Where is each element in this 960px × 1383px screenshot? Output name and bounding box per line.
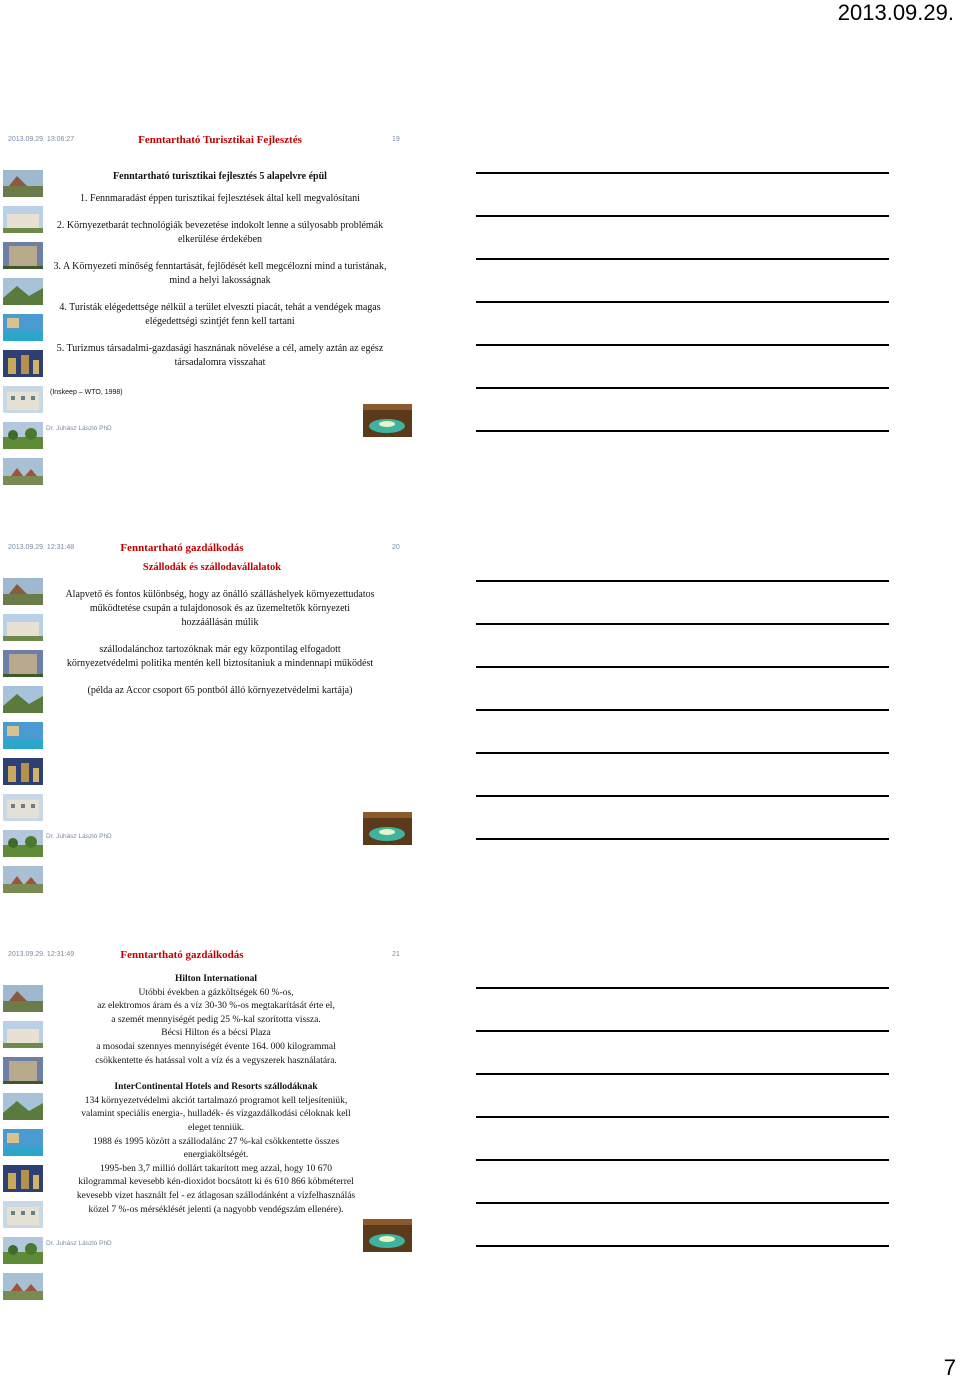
note-line — [476, 1202, 889, 1204]
photo-strip — [3, 170, 43, 494]
city-photo-icon — [3, 1165, 43, 1192]
castle-photo-icon — [3, 614, 43, 641]
facade-photo-icon — [3, 1201, 43, 1228]
note-line — [476, 795, 889, 797]
spa-logo-icon — [363, 812, 412, 845]
village-photo-icon — [3, 458, 43, 485]
notes-lines-3 — [476, 987, 889, 1288]
list-item: 2. Környezetbarát technológiák bevezetése indokolt lenne a súlyosabb problémák elkerülése érdekében — [56, 220, 384, 245]
note-line — [476, 580, 889, 582]
hotel-photo-icon — [3, 242, 43, 269]
slide-author: Dr. Juhász László PhD — [46, 833, 112, 840]
slide-timestamp: 2013.09.29. 12:31:48 — [8, 544, 75, 551]
note-line — [476, 752, 889, 754]
park-photo-icon — [3, 830, 43, 857]
hotel-photo-icon — [3, 650, 43, 677]
note-line — [476, 1245, 889, 1247]
spa-logo-icon — [363, 404, 412, 437]
landscape-photo-icon — [3, 1093, 43, 1120]
list-item: 4. Turisták elégedettsége nélkül a terület elveszti piacát, tehát a vendégek magas elégedettségi szintjét fenn kell tartani — [59, 302, 381, 327]
facade-photo-icon — [3, 386, 43, 413]
slide-author: Dr. Juhász László PhD — [46, 425, 112, 432]
slide-timestamp: 2013.09.29. 12:31:49 — [8, 951, 75, 958]
citation: (Inskeep – WTO, 1998) — [50, 389, 123, 396]
list-item: 3. A Környezeti minőség fenntartását, fejlődését kell megcélozni mind a turistának, mind a helyi lakosságnak — [53, 261, 387, 286]
hotel-photo-icon — [3, 1057, 43, 1084]
photo-strip — [3, 985, 43, 1309]
spa-logo-icon — [363, 1219, 412, 1252]
slide-subtitle: Szállodák és szállodavállalatok — [142, 562, 282, 573]
photo-strip — [3, 578, 43, 902]
note-line — [476, 258, 889, 260]
note-line — [476, 430, 889, 432]
note-line — [476, 215, 889, 217]
text-line: kevesebb vizet használt fel - ez átlagosan szállodánként a vízfelhasználás — [76, 1190, 356, 1201]
note-line — [476, 344, 889, 346]
landscape-photo-icon — [3, 278, 43, 305]
note-line — [476, 666, 889, 668]
paragraph: szállodalánchoz tartozóknak már egy központilag elfogadott környezetvédelmi politika mentén kell biztosítaniuk a mindennapi működést — [66, 644, 374, 669]
slide-body — [50, 170, 390, 383]
note-line — [476, 172, 889, 174]
slide-heading: Fenntartható turisztikai fejlesztés 5 alapelvre épül — [113, 171, 327, 182]
text-line: eleget tenniük. — [188, 1122, 244, 1133]
slide-body — [64, 588, 376, 698]
note-line — [476, 301, 889, 303]
village-photo-icon — [3, 866, 43, 893]
text-line: az elektromos áram és a víz 30-30 %-os megtakarítását érte el, — [97, 1001, 335, 1012]
paragraph: Alapvető és fontos különbség, hogy az önálló szálláshelyek környezettudatos működtetése csupán a tulajdonosok és az üzemeltetők környezeti hozzáállásán múlik — [65, 589, 375, 628]
text-line: kilogrammal kevesebb kén-dioxidot bocsátott ki és 610 866 köbméterrel — [78, 1177, 354, 1188]
pool-photo-icon — [3, 722, 43, 749]
text-line: 134 környezetvédelmi akciót tartalmazó programot kell teljesíteniük, — [84, 1095, 348, 1106]
text-line: csökkentette és hatással volt a víz és a vegyszerek használatára. — [95, 1055, 337, 1066]
pool-photo-icon — [3, 314, 43, 341]
slide-author: Dr. Juhász László PhD — [46, 1240, 112, 1247]
slide-21 — [0, 951, 420, 1281]
text-line: a szemét mennyiségét pedig 25 %-kal szorította vissza. — [111, 1014, 321, 1025]
castle-photo-icon — [3, 206, 43, 233]
park-photo-icon — [3, 1237, 43, 1264]
village-photo-icon — [3, 1273, 43, 1300]
list-item: 1. Fennmaradást éppen turisztikai fejlesztések által kell megvalósítani — [80, 193, 360, 204]
note-line — [476, 1116, 889, 1118]
slide-number: 21 — [392, 951, 400, 958]
slide-20 — [0, 544, 420, 874]
page-number: 7 — [943, 1355, 956, 1380]
castle-photo-icon — [3, 1021, 43, 1048]
slide-timestamp: 2013.09.29. 13:06:27 — [8, 136, 75, 143]
facade-photo-icon — [3, 794, 43, 821]
slide-number: 19 — [392, 136, 400, 143]
building-photo-icon — [3, 578, 43, 605]
text-line: a mosodai szennyes mennyiségét évente 164. 000 kilogrammal — [96, 1041, 336, 1052]
slide-title: Fenntartható gazdálkodás — [120, 542, 244, 554]
text-line: 1995-ben 3,7 millió dollárt takarított meg azzal, hogy 10 670 — [100, 1163, 332, 1174]
slide-19 — [0, 136, 420, 466]
text-line: energiaköltségét. — [183, 1150, 249, 1161]
building-photo-icon — [3, 170, 43, 197]
landscape-photo-icon — [3, 686, 43, 713]
section-heading: InterContinental Hotels and Resorts szállodáknak — [114, 1082, 318, 1093]
text-line: Utóbbi években a gázköltségek 60 %-os, — [138, 987, 294, 998]
paragraph: (példa az Accor csoport 65 pontból álló környezetvédelmi kartája) — [87, 685, 353, 696]
park-photo-icon — [3, 422, 43, 449]
note-line — [476, 387, 889, 389]
text-line: közel 7 %-os mérséklését jelenti (a nagyobb vendégszám ellenére). — [88, 1204, 344, 1215]
text-line: 1988 és 1995 között a szállodalánc 27 %-kal csökkentette összes — [92, 1136, 340, 1147]
page-date: 2013.09.29. — [837, 0, 954, 25]
slide-number: 20 — [392, 544, 400, 551]
note-line — [476, 1030, 889, 1032]
notes-lines-2 — [476, 580, 889, 881]
slide-title: Fenntartható Turisztikai Fejlesztés — [138, 134, 302, 146]
note-line — [476, 838, 889, 840]
text-line: valamint speciális energia-, hulladék- és vízgazdálkodási céloknak kell — [81, 1109, 351, 1120]
note-line — [476, 623, 889, 625]
text-line: Bécsi Hilton és a bécsi Plaza — [161, 1028, 271, 1039]
note-line — [476, 1159, 889, 1161]
building-photo-icon — [3, 985, 43, 1012]
note-line — [476, 709, 889, 711]
slide-title: Fenntartható gazdálkodás — [120, 949, 244, 961]
note-line — [476, 987, 889, 989]
pool-photo-icon — [3, 1129, 43, 1156]
city-photo-icon — [3, 758, 43, 785]
notes-lines-1 — [476, 172, 889, 473]
city-photo-icon — [3, 350, 43, 377]
list-item: 5. Turizmus társadalmi-gazdasági hasznának növelése a cél, amely aztán az egész társadalomra visszahat — [56, 343, 384, 368]
section-heading: Hilton International — [174, 974, 258, 984]
slide-body — [44, 973, 388, 1217]
note-line — [476, 1073, 889, 1075]
